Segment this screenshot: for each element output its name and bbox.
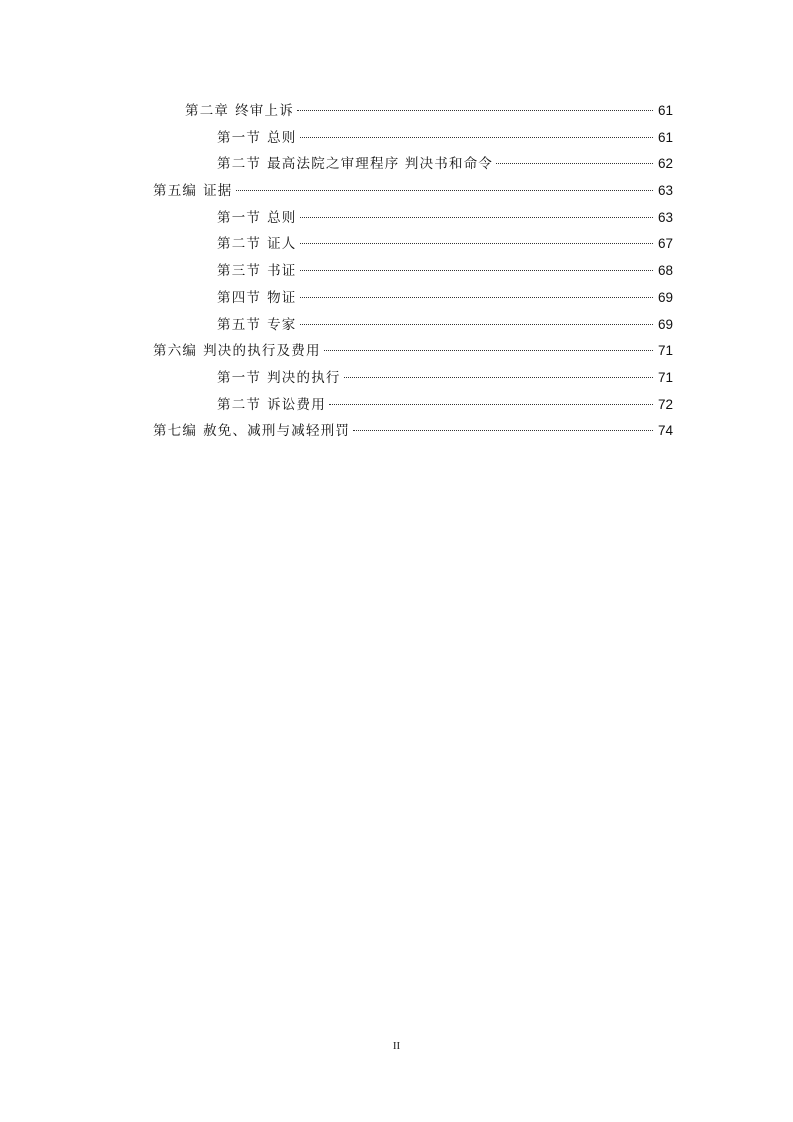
dot-leader xyxy=(300,270,653,271)
toc-entry[interactable] xyxy=(153,392,673,419)
toc-entry[interactable] xyxy=(153,418,673,445)
toc-entry[interactable] xyxy=(153,312,673,339)
toc-entry[interactable] xyxy=(153,258,673,285)
toc-entry-number: 第二章 xyxy=(185,103,230,119)
toc-entry-title: 书证 xyxy=(267,263,297,280)
toc-entry-title: 判决的执行及费用 xyxy=(203,343,321,360)
page-number: II xyxy=(392,1040,401,1052)
toc-entry-page: 69 xyxy=(657,289,673,305)
toc-entry-number: 第五编 xyxy=(153,183,198,200)
toc-entry-label xyxy=(217,392,326,419)
toc-entry-number: 第一节 xyxy=(217,369,262,386)
toc-entry-page: 62 xyxy=(657,156,673,172)
toc-entry-label xyxy=(217,285,297,312)
toc-entry-number: 第六编 xyxy=(153,343,198,360)
toc-entry-page: 63 xyxy=(657,183,673,199)
toc-entry-page: 63 xyxy=(657,209,673,225)
toc-entry[interactable] xyxy=(153,151,673,178)
toc-entry-label xyxy=(217,125,297,152)
toc-entry-label xyxy=(217,365,341,392)
toc-entry[interactable] xyxy=(153,178,673,205)
toc-entry[interactable] xyxy=(153,98,673,125)
toc-entry[interactable] xyxy=(153,231,673,258)
toc-entry[interactable] xyxy=(153,285,673,312)
toc-entry-page: 61 xyxy=(657,129,673,145)
table-of-contents xyxy=(153,98,673,445)
toc-entry-label xyxy=(217,151,493,178)
toc-entry-page: 71 xyxy=(657,369,673,385)
toc-entry-title: 专家 xyxy=(267,316,297,333)
toc-entry-page: 68 xyxy=(657,263,673,279)
toc-entry-page: 67 xyxy=(657,236,673,252)
toc-entry-page: 71 xyxy=(657,343,673,359)
dot-leader xyxy=(329,404,653,405)
toc-entry-number: 第一节 xyxy=(217,129,262,146)
dot-leader xyxy=(496,163,653,164)
toc-entry[interactable] xyxy=(153,365,673,392)
toc-entry-label xyxy=(217,231,297,258)
toc-entry-label xyxy=(217,312,297,339)
dot-leader xyxy=(324,350,653,351)
toc-entry-title: 证人 xyxy=(267,236,297,253)
toc-entry-number: 第三节 xyxy=(217,263,262,280)
toc-entry[interactable] xyxy=(153,125,673,152)
toc-entry-number: 第一节 xyxy=(217,209,262,226)
toc-entry-title: 判决的执行 xyxy=(267,369,341,386)
dot-leader xyxy=(297,110,653,111)
toc-entry-number: 第七编 xyxy=(153,423,198,440)
toc-entry-title: 证据 xyxy=(203,183,233,200)
dot-leader xyxy=(300,243,653,244)
toc-entry-title: 物证 xyxy=(267,289,297,306)
toc-entry-title: 最高法院之审理程序 判决书和命令 xyxy=(267,156,494,173)
toc-entry-page: 74 xyxy=(657,423,673,439)
dot-leader xyxy=(236,190,653,191)
dot-leader xyxy=(300,137,653,138)
toc-entry-title: 赦免、减刑与减轻刑罚 xyxy=(203,423,351,440)
toc-entry-page: 72 xyxy=(657,396,673,412)
toc-entry-label xyxy=(217,205,297,232)
dot-leader xyxy=(353,430,653,431)
toc-entry-label xyxy=(185,98,294,125)
toc-entry-number: 第二节 xyxy=(217,156,262,173)
toc-entry-label xyxy=(153,338,321,365)
dot-leader xyxy=(300,217,653,218)
toc-entry-page: 61 xyxy=(657,103,673,118)
toc-entry-label xyxy=(217,258,297,285)
dot-leader xyxy=(344,377,653,378)
toc-entry-number: 第二节 xyxy=(217,396,262,413)
toc-entry-label xyxy=(153,178,233,205)
toc-entry-title: 总则 xyxy=(267,129,297,146)
toc-entry-number: 第四节 xyxy=(217,289,262,306)
toc-entry-title: 总则 xyxy=(267,209,297,226)
toc-entry-number: 第二节 xyxy=(217,236,262,253)
toc-entry-title: 诉讼费用 xyxy=(267,396,326,413)
toc-entry[interactable] xyxy=(153,338,673,365)
dot-leader xyxy=(300,297,653,298)
toc-entry-label xyxy=(153,418,350,445)
toc-entry[interactable] xyxy=(153,205,673,232)
dot-leader xyxy=(300,324,653,325)
toc-entry-number: 第五节 xyxy=(217,316,262,333)
toc-entry-page: 69 xyxy=(657,316,673,332)
toc-entry-title: 终审上诉 xyxy=(235,103,294,119)
